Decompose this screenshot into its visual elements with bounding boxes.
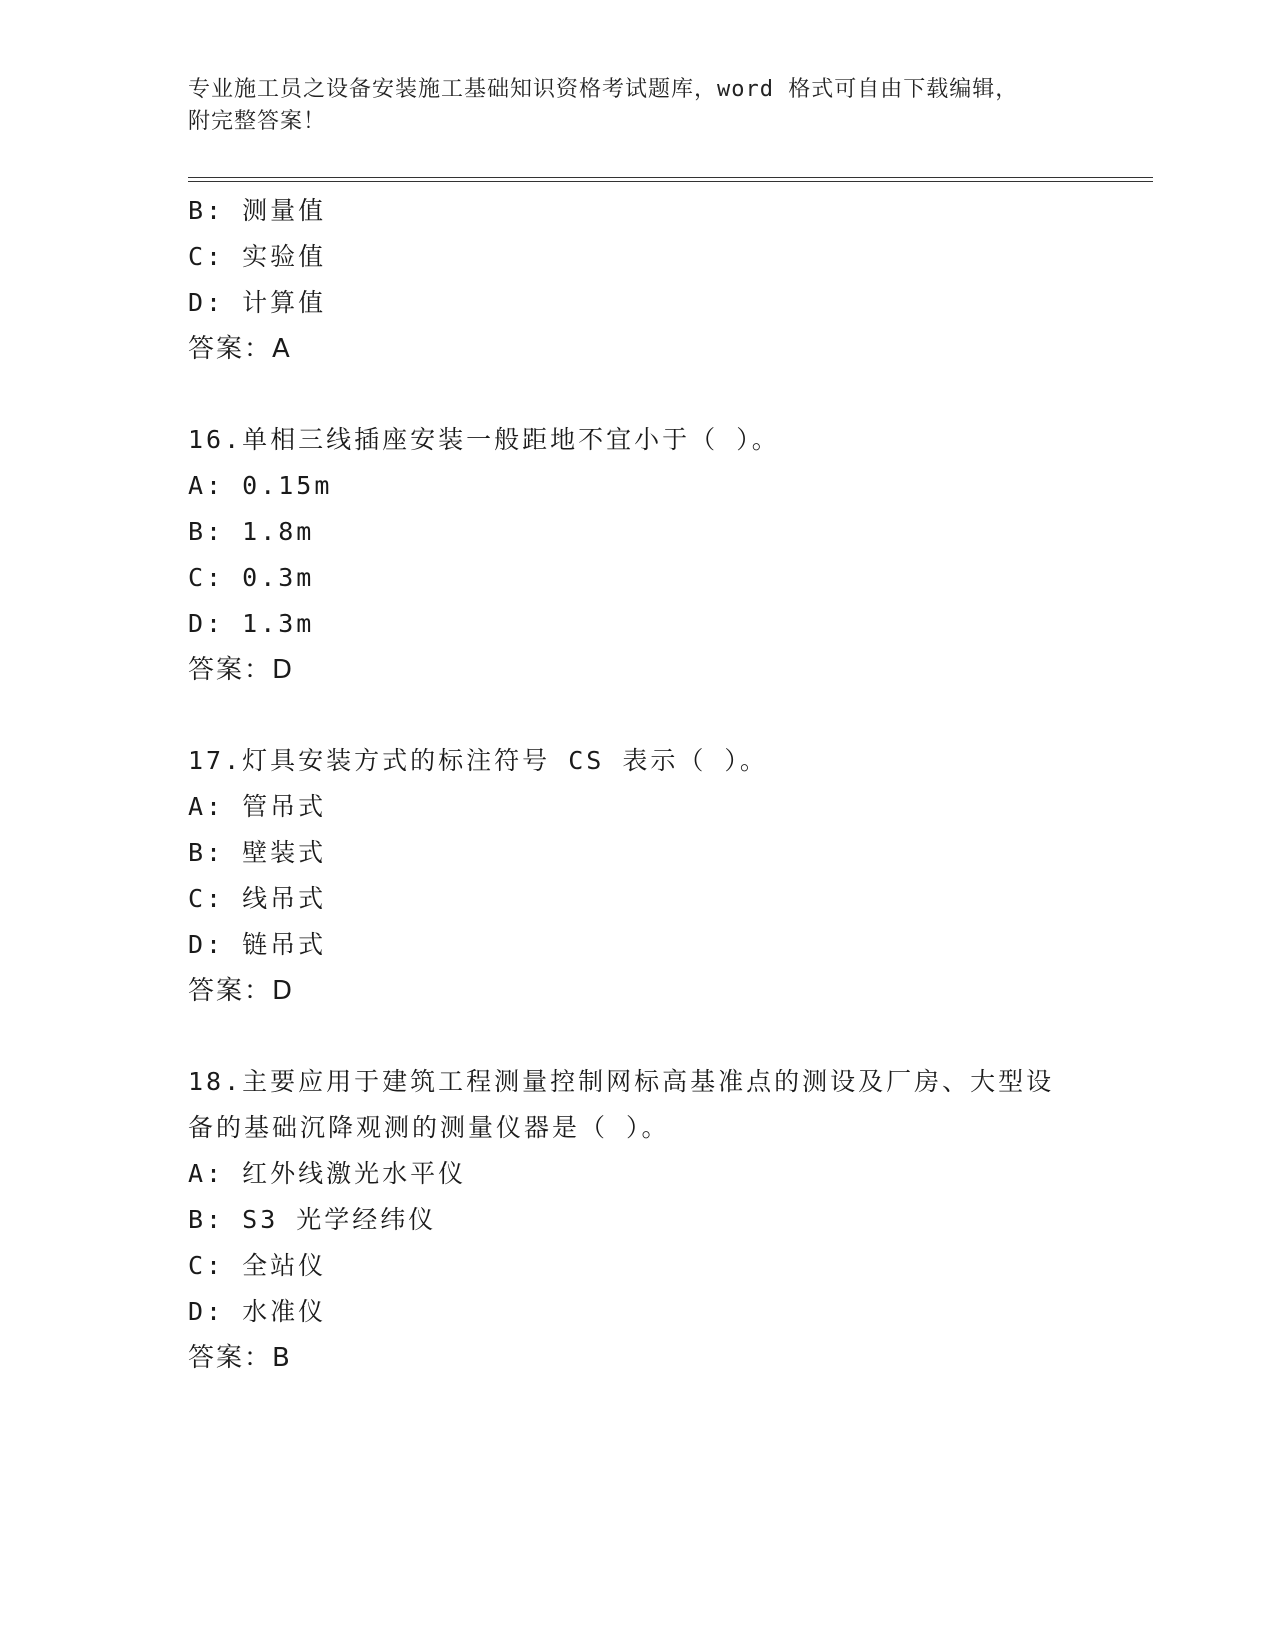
answer: 答案：D xyxy=(188,976,295,1006)
question-title-line-2: 备的基础沉降观测的测量仪器是（ ）。 xyxy=(188,1113,670,1142)
option-d: D: 计算值 xyxy=(188,288,327,317)
option-b: B: S3 光学经纬仪 xyxy=(188,1205,437,1234)
answer: 答案：B xyxy=(188,1343,292,1373)
question-17 xyxy=(188,738,1088,1014)
question-16 xyxy=(188,417,1088,693)
question-15-continued xyxy=(188,188,1088,372)
option-b: B: 1.8m xyxy=(188,517,315,546)
header-line-1: 专业施工员之设备安装施工基础知识资格考试题库，word 格式可自由下载编辑， xyxy=(188,77,1019,102)
option-d: D: 水准仪 xyxy=(188,1297,327,1326)
header-divider-top xyxy=(188,177,1153,178)
question-18 xyxy=(188,1059,1088,1381)
option-d: D: 1.3m xyxy=(188,609,315,638)
option-d: D: 链吊式 xyxy=(188,930,327,959)
question-list xyxy=(188,188,1088,1381)
option-b: B: 测量值 xyxy=(188,196,327,225)
option-a: A: 管吊式 xyxy=(188,792,327,821)
header-divider-bottom xyxy=(188,181,1153,182)
option-b: B: 壁装式 xyxy=(188,838,327,867)
option-c: C: 全站仪 xyxy=(188,1251,327,1280)
header-line-2: 附完整答案！ xyxy=(188,109,327,134)
option-c: C: 实验值 xyxy=(188,242,327,271)
answer: 答案：A xyxy=(188,334,292,364)
option-c: C: 线吊式 xyxy=(188,884,327,913)
question-title-line-1: 18.主要应用于建筑工程测量控制网标高基准点的测设及厂房、大型设 xyxy=(188,1067,1055,1096)
answer: 答案：D xyxy=(188,655,295,685)
option-c: C: 0.3m xyxy=(188,563,315,592)
question-title: 17.灯具安装方式的标注符号 CS 表示（ ）。 xyxy=(188,746,768,775)
option-a: A: 0.15m xyxy=(188,471,333,500)
question-title: 16.单相三线插座安装一般距地不宜小于（ ）。 xyxy=(188,425,780,454)
document-header xyxy=(188,74,1088,138)
option-a: A: 红外线激光水平仪 xyxy=(188,1159,467,1188)
